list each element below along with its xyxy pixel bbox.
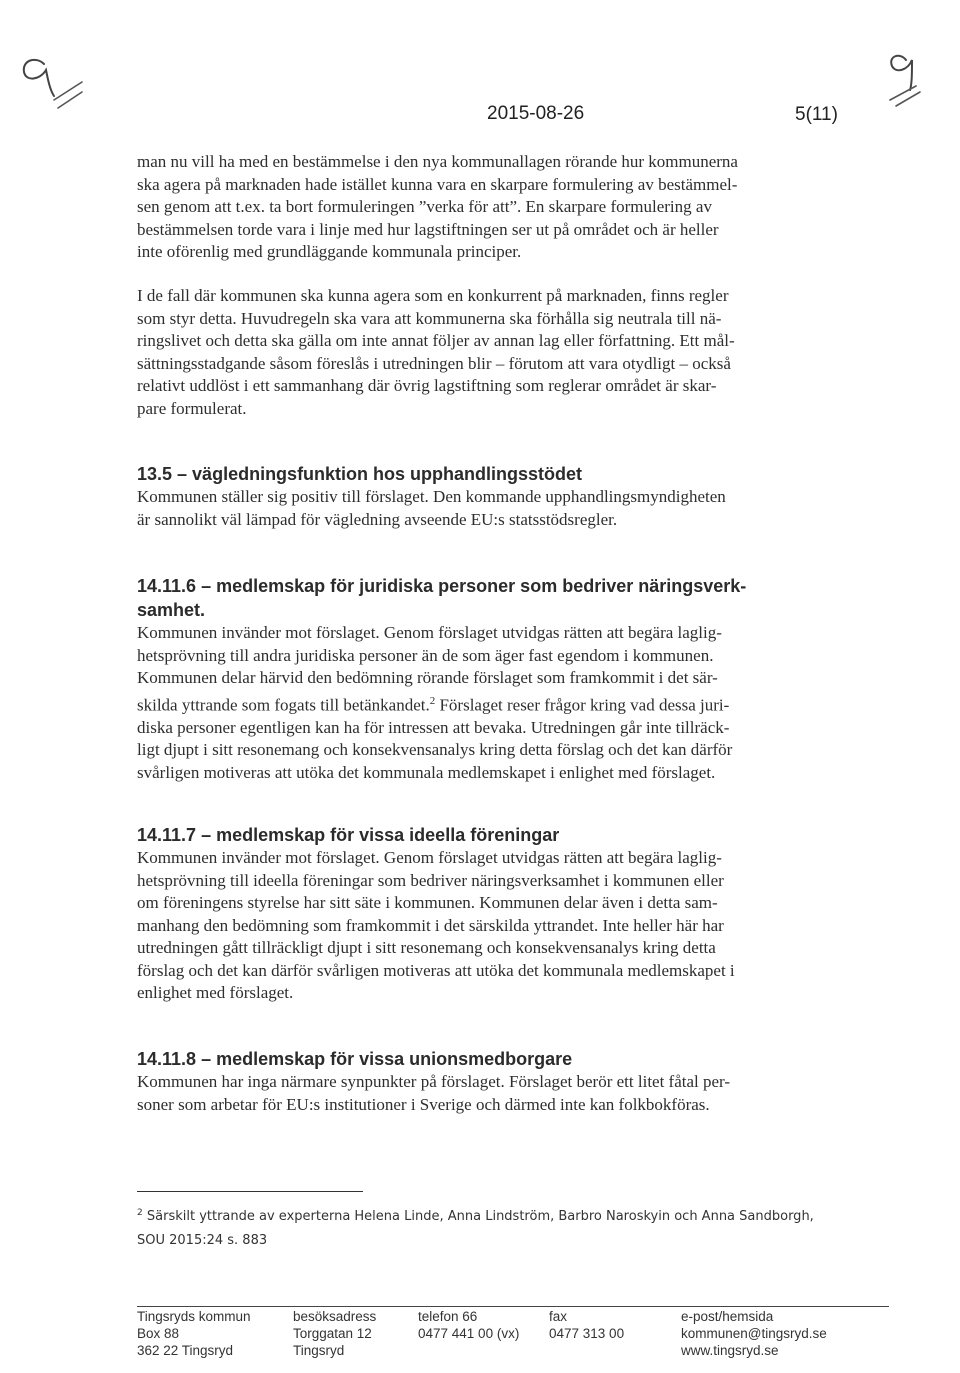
section-14-11-7 bbox=[137, 823, 827, 1005]
header-date: 2015-08-26 bbox=[487, 103, 585, 124]
section-text: Kommunen ställer sig positiv till förslaget. Den kommande upphandlingsmyndigheten är sannolikt väl lämpad för vägledning avseende EU:s statsstödsregler. bbox=[137, 487, 726, 529]
footnote-line: SOU 2015:24 s. 883 bbox=[137, 1233, 268, 1248]
footer-fax bbox=[549, 1308, 624, 1342]
section-heading: 14.11.7 – medlemskap för vissa ideella föreningar bbox=[137, 825, 560, 845]
footnote-reference: 2 bbox=[429, 694, 436, 707]
header-page-number: 5(11) bbox=[795, 104, 838, 125]
section-text bbox=[137, 622, 827, 784]
footer-line: e-post/hemsida bbox=[681, 1309, 774, 1324]
paragraph-rules bbox=[137, 285, 827, 420]
paragraph-text: I de fall där kommunen ska kunna agera som en konkurrent på marknaden, finns regler som styr detta. Huvudregeln ska vara att kommunerna ska förhålla sig neutrala till nä- ringslivet och detta ska gälla om inte annat följer av annan lag eller författning. Ett mål- sättningsstadgande såsom föreslås i utredningen blir – förutom att vara otydligt – också relativt uddlöst i ett sammanhang där övrig lagstiftning som reglerar området är skar- pare formulerat. bbox=[137, 286, 735, 418]
footer-line: Torggatan 12 bbox=[293, 1326, 372, 1341]
section-text-part: Förslaget reser frågor kring vad dessa juri- diska personer egentligen kan ha för intressen att bevaka. Utredningen går inte tillräck- ligt djupt i sitt resonemang och konsekvensanalys kring detta förslag och det kan därför svårligen motiveras att utöka det kommunala medlemskapet i enlighet med förslaget. bbox=[137, 695, 733, 782]
footer-email-link[interactable]: kommunen@tingsryd.se bbox=[681, 1326, 827, 1341]
handwritten-page-mark-left bbox=[14, 52, 84, 112]
section-text-part: Kommunen invänder mot förslaget. Genom förslaget utvidgas rätten att begära laglig- hetsprövning till andra juridiska personer än de som äger fast egendom i kommunen. Kommunen delar härvid den bedömning rörande förslaget som framkommit i det sär- skilda yttrande som fogats till betänkandet. bbox=[137, 623, 722, 715]
section-heading: 14.11.8 – medlemskap för vissa unionsmedborgare bbox=[137, 1049, 573, 1069]
section-14-11-8 bbox=[137, 1047, 827, 1116]
handwritten-page-mark-right bbox=[876, 46, 938, 108]
section-heading: 14.11.6 – medlemskap för juridiska personer som bedriver näringsverk- samhet. bbox=[137, 576, 747, 620]
section-13-5 bbox=[137, 462, 827, 531]
footnote-line: Särskilt yttrande av experterna Helena Linde, Anna Lindström, Barbro Naroskyin och Anna Sandborgh, bbox=[146, 1209, 814, 1224]
paragraph-intro bbox=[137, 151, 827, 264]
footer-line: telefon 66 bbox=[418, 1309, 478, 1324]
footer-line: 0477 441 00 (vx) bbox=[418, 1326, 520, 1341]
footer-line: fax bbox=[549, 1309, 568, 1324]
section-heading: 13.5 – vägledningsfunktion hos upphandlingsstödet bbox=[137, 464, 583, 484]
footer-line: 0477 313 00 bbox=[549, 1326, 625, 1341]
paragraph-text: man nu vill ha med en bestämmelse i den nya kommunallagen rörande hur kommunerna ska agera på marknaden hade istället kunna vara en skarpare formulering av bestämmel- sen genom att t.ex. ta bort formuleringen ”verka för att”. En skarpare formulering av bestämmelsen torde vara i linje med hur lagstiftningen ser ut på området och är heller inte oförenlig med grundläggande kommunala principer. bbox=[137, 152, 738, 261]
footer-line: Tingsryds kommun bbox=[137, 1309, 251, 1324]
footer-line: besöksadress bbox=[293, 1309, 377, 1324]
footer-contact bbox=[681, 1308, 827, 1359]
footer-website-link[interactable]: www.tingsryd.se bbox=[681, 1343, 779, 1358]
footer-line: 362 22 Tingsryd bbox=[137, 1343, 234, 1358]
footer-visiting-address bbox=[293, 1308, 376, 1359]
section-text: Kommunen invänder mot förslaget. Genom förslaget utvidgas rätten att begära laglig- hetsprövning till ideella föreningar som bedriver näringsverksamhet i kommunen eller om föreningens styrelse har sitt säte i kommunen. Kommunen delar även i detta sam- manhang den bedömning som framkommit i det särskilda yttrandet. Inte heller här har utredningen gått tillräckligt djupt i sitt resonemang och konsekvensanalys kring detta förslag och det kan därför svårligen motiveras att utöka det kommunala medlemskapet i enlighet med förslaget. bbox=[137, 848, 735, 1002]
footnote-number: 2 bbox=[137, 1208, 143, 1218]
footnote-divider bbox=[137, 1191, 363, 1192]
footer-line: Tingsryd bbox=[293, 1343, 345, 1358]
footer-organisation bbox=[137, 1308, 251, 1359]
section-text: Kommunen har inga närmare synpunkter på förslaget. Förslaget berör ett litet fåtal per- soner som arbetar för EU:s institutioner i Sverige och därmed inte kan folkbokföras. bbox=[137, 1072, 731, 1114]
section-14-11-6 bbox=[137, 574, 827, 784]
footer-phone bbox=[418, 1308, 519, 1342]
footer-divider bbox=[137, 1306, 889, 1307]
footnote bbox=[137, 1205, 837, 1253]
footer-line: Box 88 bbox=[137, 1326, 180, 1341]
